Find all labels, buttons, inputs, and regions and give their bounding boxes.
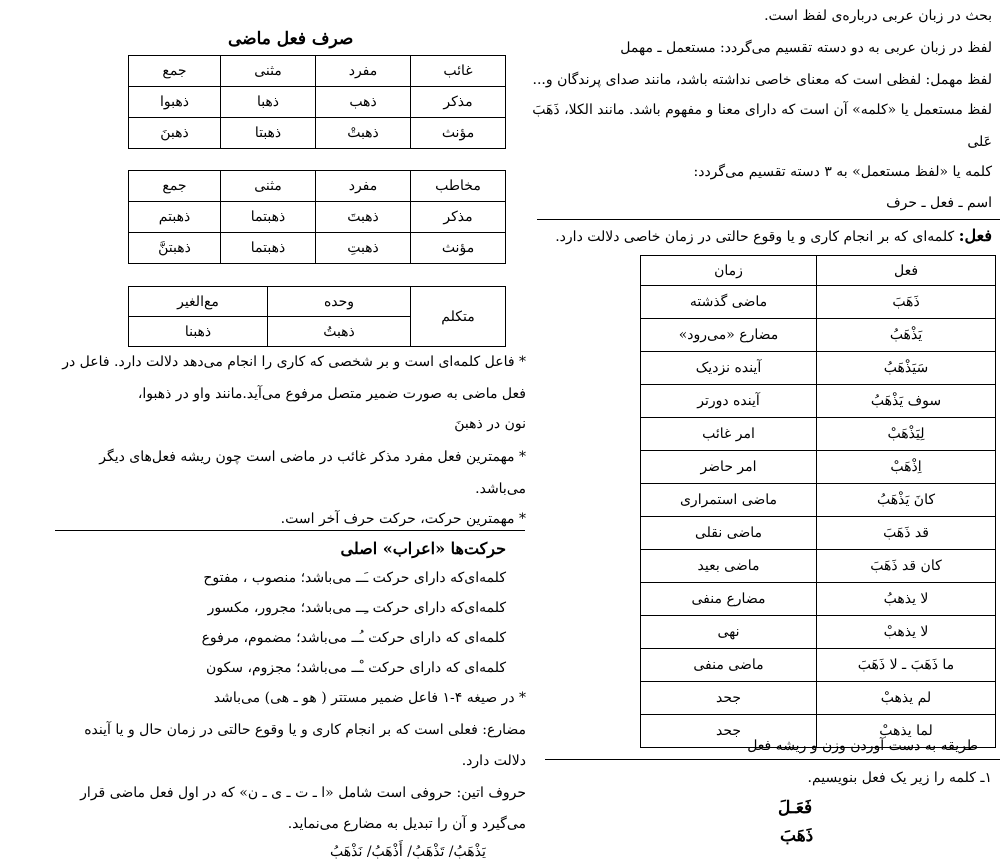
t2-cell: ذهبتَ <box>316 202 411 233</box>
t3-cell: ذهبتُ <box>268 317 411 347</box>
t2-cell: مذکر <box>411 202 506 233</box>
intro-line-2: لفظ در زبان عربی به دو دسته تقسیم می‌گردد: مستعمل ـ مهمل <box>620 40 992 56</box>
tense-time: جحد <box>641 715 817 748</box>
harakat-title: حرکت‌ها «اعراب» اصلی <box>340 539 506 558</box>
pattern-bottom: ذَهَبَ <box>780 826 814 846</box>
tense-header-time: زمان <box>641 256 817 286</box>
t3-cell: ذهبنا <box>129 317 268 347</box>
t1-header-ghaeb: غائب <box>411 56 506 87</box>
t2-header-mokhatab: مخاطب <box>411 171 506 202</box>
t2-cell: مؤنث <box>411 233 506 264</box>
t2-cell: ذهبتما <box>221 233 316 264</box>
divider-right-bottom <box>545 759 1000 760</box>
t1-header-jam: جمع <box>129 56 221 87</box>
t1-cell: ذهبنَ <box>129 118 221 149</box>
t1-cell: مذکر <box>411 87 506 118</box>
t2-cell: ذهبتِ <box>316 233 411 264</box>
tense-time: آینده نزدیک <box>641 352 817 385</box>
past-tense-first-person-table <box>128 286 506 347</box>
t3-header-maalghayr: مع‌الغیر <box>129 287 268 317</box>
tense-verb: لا یذهبُ <box>817 583 996 616</box>
intro-line-5: عَلی <box>967 134 992 150</box>
tense-time: نهی <box>641 616 817 649</box>
tense-time: ماضی بعید <box>641 550 817 583</box>
harakat-line-4: کلمه‌ای که دارای حرکت ـْــ می‌باشد؛ مجزوم، سکون <box>206 660 506 676</box>
tense-verb: قد ذَهَبَ <box>817 517 996 550</box>
tense-time: ماضی منفی <box>641 649 817 682</box>
t1-cell: ذهبا <box>221 87 316 118</box>
harakat-line-3: کلمه‌ای که دارای حرکت ـُــ می‌باشد؛ مضموم، مرفوع <box>201 630 506 646</box>
tense-verb: کانَ یَذْهَبُ <box>817 484 996 517</box>
tense-time: ماضی نقلی <box>641 517 817 550</box>
tense-verb: کان قد ذَهَبَ <box>817 550 996 583</box>
tense-verb: لا یذهبْ <box>817 616 996 649</box>
t1-cell: ذهبوا <box>129 87 221 118</box>
exercise-line: ۱ـ کلمه را زیر یک فعل بنویسیم. <box>807 770 992 786</box>
pattern-top: فَعَـلَ <box>778 798 813 818</box>
t1-cell: ذهبتا <box>221 118 316 149</box>
t1-header-mofrad: مفرد <box>316 56 411 87</box>
t2-header-jam: جمع <box>129 171 221 202</box>
intro-line-7: اسم ـ فعل ـ حرف <box>886 195 992 211</box>
harakat-line-7: دلالت دارد. <box>461 753 526 769</box>
past-tense-third-person-table <box>128 55 506 149</box>
fel-label: فعل: <box>958 226 992 245</box>
t2-cell: ذهبتما <box>221 202 316 233</box>
note-line-3: نون در ذهبنَ <box>454 416 526 432</box>
tense-time: امر غائب <box>641 418 817 451</box>
intro-line-4: لفظ مستعمل یا «کلمه» آن است که دارای معنا و مفهوم باشد. مانند الکلا، ذَهَبَ <box>532 102 992 118</box>
harakat-line-6: مضارع: فعلی است که بر انجام کاری و یا وقوع حالتی در زمان حال و یا آینده <box>84 722 526 738</box>
divider-left <box>55 530 525 531</box>
harakat-line-8: حروف اتین: حروفی است شامل «ا ـ ت ـ ی ـ ن» که در اول فعل ماضی قرار <box>80 785 526 801</box>
fel-definition <box>555 226 992 247</box>
t2-header-mothanna: مثنی <box>221 171 316 202</box>
tense-table <box>640 255 996 748</box>
fel-definition-text: کلمه‌ای که بر انجام کاری و یا وقوع حالتی در زمان خاصی دلالت دارد. <box>555 229 959 245</box>
tense-time: مضارع منفی <box>641 583 817 616</box>
intro-line-3: لفظ مهمل: لفظی است که معنای خاصی نداشته باشد، مانند صدای پرندگان و... <box>532 72 992 88</box>
intro-line-6: کلمه یا «لفظ مستعمل» به ۳ دسته تقسیم می‌گردد: <box>693 164 992 180</box>
tense-verb: لما یذهبْ <box>817 715 996 748</box>
left-title: صرف فعل ماضی <box>228 29 354 49</box>
t3-header-wahdah: وحده <box>268 287 411 317</box>
t1-header-mothanna: مثنی <box>221 56 316 87</box>
harakat-line-1: کلمه‌ای‌که دارای حرکت ـَــ می‌باشد؛ منصوب ، مفتوح <box>203 570 506 586</box>
tense-time: ماضی استمراری <box>641 484 817 517</box>
t1-cell: مؤنث <box>411 118 506 149</box>
t1-cell: ذهبتْ <box>316 118 411 149</box>
harakat-line-9: می‌گیرد و آن را تبدیل به مضارع می‌نماید. <box>287 816 526 832</box>
harakat-line-10: یَذْهَبُ/ تَذْهَبُ/ أَذْهَبُ/ نَذْهَبُ <box>330 844 486 860</box>
tense-time: امر حاضر <box>641 451 817 484</box>
note-line-1: * فاعل کلمه‌ای است و بر شخصی که کاری را انجام می‌دهد دلالت دارد. فاعل در <box>62 354 526 370</box>
note-line-2: فعل ماضی به صورت ضمیر متصل مرفوع می‌آید.مانند واو در ذهبوا، <box>137 386 526 402</box>
tense-verb: ما ذَهَبَ ـ لا ذَهَبَ <box>817 649 996 682</box>
note-line-4: * مهمترین فعل مفرد مذکر غائب در ماضی است چون ریشه فعل‌های دیگر <box>99 449 526 465</box>
divider-right-top <box>537 219 1000 220</box>
tense-verb: سوف یَذْهَبُ <box>817 385 996 418</box>
tense-verb: لِیَذْهَبْ <box>817 418 996 451</box>
tense-verb: ذَهَبَ <box>817 286 996 319</box>
tense-verb: سَیَذْهَبُ <box>817 352 996 385</box>
tense-header-verb: فعل <box>817 256 996 286</box>
method-line: طریقه به دست آوردن وزن و ریشه فعل <box>747 738 978 754</box>
tense-verb: یَذْهَبُ <box>817 319 996 352</box>
t2-cell: ذهبتم <box>129 202 221 233</box>
harakat-line-2: کلمه‌ای‌که دارای حرکت ـِــ می‌باشد؛ مجرور، مکسور <box>207 600 506 616</box>
tense-verb: اِذْهَبْ <box>817 451 996 484</box>
t1-cell: ذهب <box>316 87 411 118</box>
tense-time: ماضی گذشته <box>641 286 817 319</box>
note-line-5: می‌باشد. <box>475 481 526 497</box>
intro-line-1: بحث در زبان عربی درباره‌ی لفظ است. <box>764 8 992 24</box>
t3-speaker: متکلم <box>411 287 506 347</box>
t2-cell: ذهبتنَّ <box>129 233 221 264</box>
tense-verb: لم یذهبْ <box>817 682 996 715</box>
t2-header-mofrad: مفرد <box>316 171 411 202</box>
harakat-line-5: * در صیغه ۴-۱ فاعل ضمیر مستتر ( هو ـ هی) می‌باشد <box>213 690 526 706</box>
tense-time: مضارع «می‌رود» <box>641 319 817 352</box>
past-tense-second-person-table <box>128 170 506 264</box>
tense-time: جحد <box>641 682 817 715</box>
note-line-6: * مهمترین حرکت، حرکت حرف آخر است. <box>280 511 526 527</box>
tense-time: آینده دورتر <box>641 385 817 418</box>
